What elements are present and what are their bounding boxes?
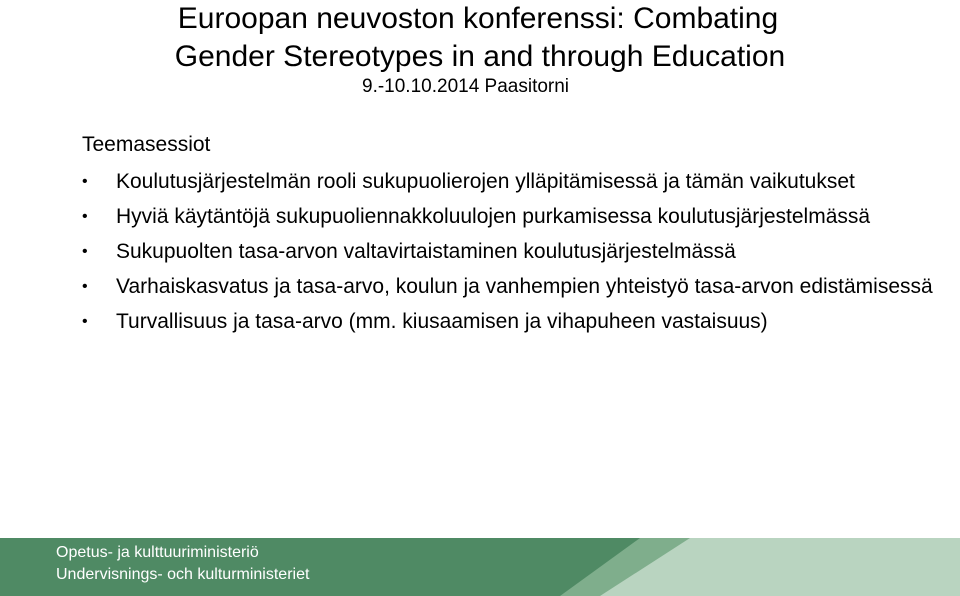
slide-title — [0, 0, 960, 76]
list-item — [82, 237, 942, 266]
bullet-icon: • — [82, 278, 88, 295]
list-item-text: Koulutusjärjestelmän rooli sukupuolierojen ylläpitämisessä ja tämän vaikutukset — [116, 170, 855, 193]
ministry-footer — [0, 538, 960, 596]
list-item-text: Hyviä käytäntöjä sukupuoliennakkoluulojen purkamisessa koulutusjärjestelmässä — [116, 205, 871, 228]
list-item — [82, 307, 942, 336]
list-item — [82, 272, 942, 301]
list-item — [82, 167, 942, 196]
bullet-icon: • — [82, 173, 88, 190]
list-item-text: Varhaiskasvatus ja tasa-arvo, koulun ja vanhempien yhteistyö tasa-arvon edistämisessä — [116, 275, 933, 298]
ministry-name-sv: Undervisnings- och kulturministeriet — [56, 566, 310, 583]
bullet-icon: • — [82, 243, 88, 260]
bullet-icon: • — [82, 313, 88, 330]
title-line-1: Euroopan neuvoston konferenssi: Combating — [177, 2, 779, 35]
title-line-2: Gender Stereotypes in and through Education — [174, 40, 786, 73]
session-list — [82, 167, 942, 342]
list-item — [82, 202, 942, 231]
section-heading: Teemasessiot — [82, 133, 211, 156]
list-item-text: Sukupuolten tasa-arvon valtavirtaistaminen koulutusjärjestelmässä — [116, 240, 736, 263]
list-item-text: Turvallisuus ja tasa-arvo (mm. kiusaamisen ja vihapuheen vastaisuus) — [116, 310, 768, 333]
ministry-name-fi: Opetus- ja kulttuuriministeriö — [56, 544, 259, 561]
event-date-location: 9.-10.10.2014 Paasitorni — [362, 76, 570, 97]
bullet-icon: • — [82, 208, 88, 225]
